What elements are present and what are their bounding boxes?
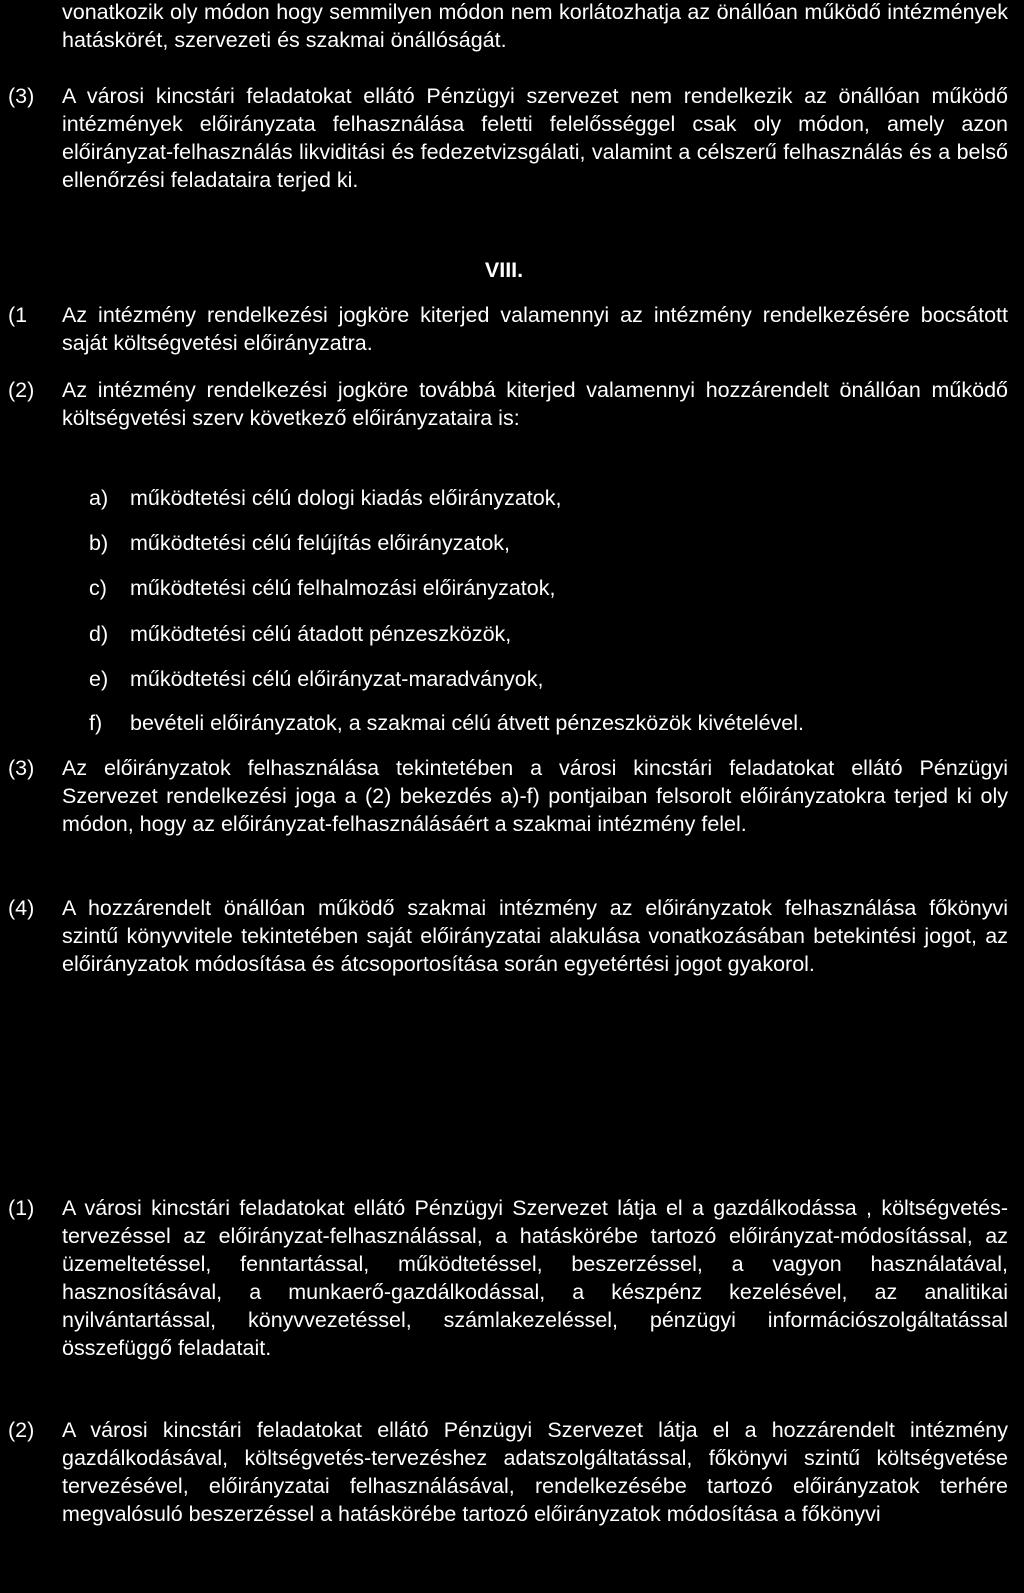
paragraph-text: Az előirányzatok felhasználása tekintetében a városi kincstári feladatokat ellátó Pénzügyi Szervezet rendelkezési joga a (2) bekezdés a)-f) pontjaiban felsorolt előirányzatokra terjed ki oly módon, hogy az előirányzat-felhasználásáért a szakmai intézmény felel. [62, 756, 1008, 836]
list-item-text: működtetési célú dologi kiadás előirányzatok, [130, 486, 562, 510]
list-item-label: a) [89, 486, 109, 510]
paragraph-number: (1) [8, 1196, 35, 1220]
paragraph-number: (3) [8, 84, 35, 108]
paragraph-text: A hozzárendelt önállóan működő szakmai intézmény az előirányzatok felhasználása főkönyvi szintű könyvvitele tekintetében saját előirányzatai alakulása vonatkozásában betekintési jogot, az előirányzatok módosítása és átcsoportosítása során egyetértési jogot gyakorol. [62, 896, 1008, 976]
list-item-label: e) [89, 667, 109, 691]
paragraph-number: (1 [8, 303, 28, 327]
list-item-label: f) [89, 711, 103, 735]
paragraph-text: A városi kincstári feladatokat ellátó Pénzügyi Szervezet látja el a hozzárendelt intézmény gazdálkodásával, költségvetés-tervezéshez adatszolgáltatással, főkönyvi szintű költségvetése tervezésével, előirányzatai felhasználásával, rendelkezésébe tartozó előirányzatok terhére megvalósuló beszerzéssel a hatáskörébe tartozó előirányzatok módosítása a főkönyvi [62, 1418, 1008, 1526]
list-item-text: működtetési célú felhalmozási előirányzatok, [130, 576, 556, 600]
paragraph-text: A városi kincstári feladatokat ellátó Pénzügyi Szervezet látja el a gazdálkodássa , költségvetés-tervezéssel az előirányzat-felhasználással, a hatáskörébe tartozó előirányzat-módosítással, az üzemeltetéssel, fenntartással, működtetéssel, beszerzéssel, a vagyon használatával, hasznosításával, a munkaerő-gazdálkodással, a készpénz kezelésével, az analitikai nyilvántartással, könyvvezetéssel, számlakezeléssel, pénzügyi információszolgáltatással összefüggő feladatait. [62, 1196, 1008, 1360]
section-heading-viii: VIII. [484, 258, 524, 282]
paragraph-number: (2) [8, 1418, 35, 1442]
list-item-text: bevételi előirányzatok, a szakmai célú átvett pénzeszközök kivételével. [130, 711, 805, 735]
list-item-text: működtetési célú átadott pénzeszközök, [130, 622, 512, 646]
paragraph-text: Az intézmény rendelkezési jogköre továbbá kiterjed valamennyi hozzárendelt önállóan működő költségvetési szerv következő előirányzataira is: [62, 378, 1008, 430]
paragraph-text: Az intézmény rendelkezési jogköre kiterjed valamennyi az intézmény rendelkezésére bocsátott saját költségvetési előirányzatra. [62, 303, 1008, 355]
paragraph-number: (3) [8, 756, 35, 780]
list-item-label: b) [89, 531, 109, 555]
paragraph-number: (4) [8, 896, 35, 920]
list-item-text: működtetési célú felújítás előirányzatok, [130, 531, 511, 555]
paragraph-text: A városi kincstári feladatokat ellátó Pénzügyi szervezet nem rendelkezik az önállóan működő intézmények előirányzata felhasználása feletti felelősséggel csak oly módon, amely azon előirányzat-felhasználás likviditási és fedezetvizsgálati, valamint a célszerű felhasználás és a belső ellenőrzési feladataira terjed ki. [62, 84, 1008, 192]
paragraph-number: (2) [8, 378, 35, 402]
list-item-label: c) [89, 576, 107, 600]
intro-paragraph: vonatkozik oly módon hogy semmilyen módon nem korlátozhatja az önállóan működő intézmények hatáskörét, szervezeti és szakmai önállóságát. [62, 0, 1008, 52]
list-item-label: d) [89, 622, 109, 646]
list-item-text: működtetési célú előirányzat-maradványok, [130, 667, 544, 691]
